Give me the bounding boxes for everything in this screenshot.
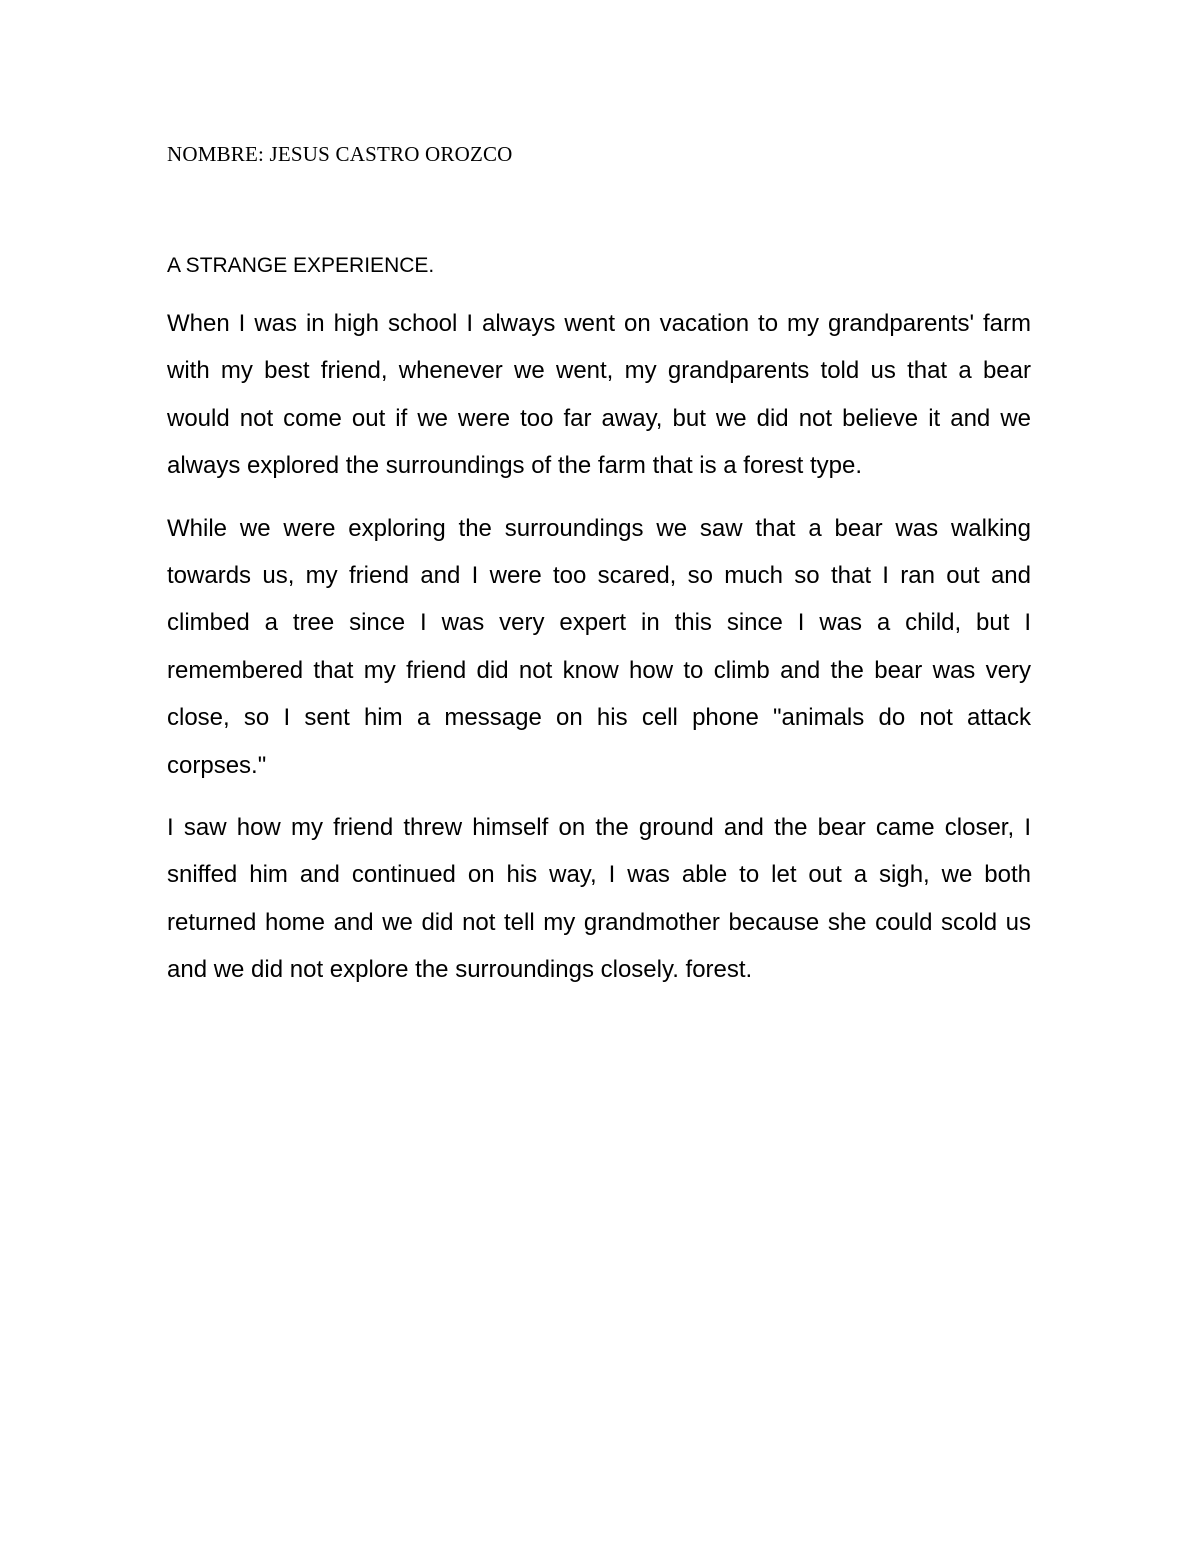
student-name-line: NOMBRE: JESUS CASTRO OROZCO [167, 142, 513, 166]
document-title: A STRANGE EXPERIENCE. [167, 254, 435, 277]
paragraph-3: I saw how my friend threw himself on the ground and the bear came closer, I sniffed him and continued on his way, I was able to let out a sigh, we both returned home and we did not tell my grandmother because she could scold us and we did not explore the surroundings closely. forest. [167, 814, 1031, 984]
paragraph-2: While we were exploring the surroundings we saw that a bear was walking towards us, my friend and I were too scared, so much so that I ran out and climbed a tree since I was very expert in this since I was a child, but I remembered that my friend did not know how to climb and the bear was very close, so I sent him a message on his cell phone "animals do not attack corpses." [167, 514, 1031, 779]
document-body [167, 300, 1031, 1009]
paragraph-1: When I was in high school I always went on vacation to my grandparents' farm with my best friend, whenever we went, my grandparents told us that a bear would not come out if we were too far away, but we did not believe it and we always explored the surroundings of the farm that is a forest type. [167, 310, 1031, 480]
